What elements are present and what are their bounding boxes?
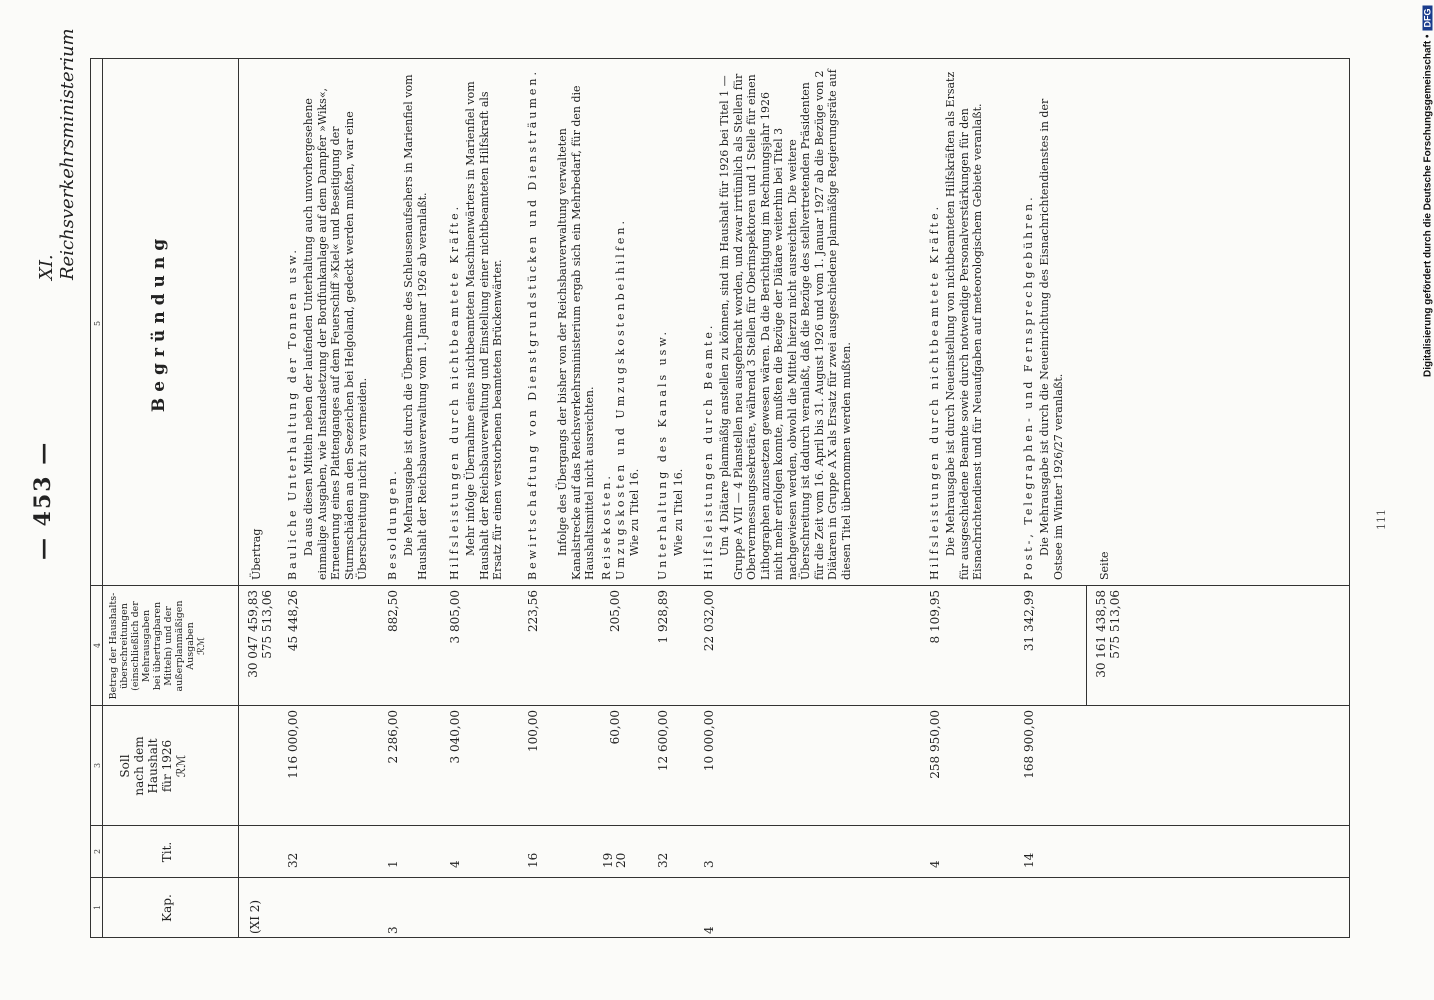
row-betrag: 8 109,95 (928, 590, 942, 644)
row-betrag: 31 342,99 (1022, 590, 1036, 652)
row-heading: Hilfsleistungen durch Beamte. (702, 322, 715, 580)
row-heading: Bewirtschaftung von Dienstgrundstücken und Diensträumen. (526, 69, 539, 580)
running-title: XI. Reichsverkehrsministerium (36, 28, 78, 280)
row-text: Wie zu Titel 16. (672, 468, 685, 556)
row-text: Die Mehrausgabe ist durch die Übernahme des Schleusenaufsehers in Marienfiel vom Haushalt der Reichsbauverwaltung vom 1. Januar 1926 ab veranlaßt. (402, 74, 429, 580)
row-tit: 4 (928, 860, 942, 868)
row-soll: 116 000,00 (286, 710, 300, 779)
header-begruendung: Begründung (149, 232, 169, 413)
row-tit: 1 (386, 860, 400, 868)
row-tit: 4 (448, 860, 462, 868)
budget-table (90, 58, 1350, 938)
column-number: 5 (93, 320, 102, 326)
row-heading: Hilfsleistungen durch nichtbeamtete Kräfte. (928, 203, 941, 580)
row-tit: 16 (526, 852, 540, 868)
column-number-rule (102, 58, 103, 938)
row-betrag-total: 30 161 438,58 575 513,06 (1094, 590, 1122, 678)
col-rule-4 (90, 585, 1350, 586)
row-kap: (XI 2) (248, 899, 262, 934)
sum-rule (1086, 586, 1087, 706)
row-betrag: 223,56 (526, 590, 540, 632)
row-soll: 12 600,00 (656, 710, 670, 772)
table-top-rule (90, 58, 91, 938)
row-betrag: 882,50 (386, 590, 400, 632)
column-number: 4 (93, 642, 102, 648)
row-soll: 258 950,00 (928, 710, 942, 779)
row-tit: 19 20 (601, 852, 628, 868)
row-heading: Unterhaltung des Kanals usw. (656, 329, 669, 580)
header-kap: Kap. (160, 894, 174, 922)
row-tit: 32 (286, 852, 300, 868)
table-right-rule (90, 58, 1350, 59)
funding-note: Digitalisierung gefördert durch die Deutsche Forschungsgemeinschaft • (1422, 34, 1434, 377)
row-text: Die Mehrausgabe ist durch die Neueinrichtung des Eisnachrichtendienstes in der Ostsee im Winter 1926/27 veranlaßt. (1038, 98, 1065, 580)
row-betrag: 22 032,00 (702, 590, 716, 652)
header-tit: Tit. (160, 841, 174, 863)
row-heading: Bauliche Unterhaltung der Tonnen usw. (286, 247, 299, 580)
row-betrag: 205,00 (608, 590, 622, 632)
row-soll: 3 040,00 (448, 710, 462, 764)
row-soll: 100,00 (526, 710, 540, 752)
row-heading: Post-, Telegraphen- und Fernsprechgebühren. (1022, 194, 1035, 580)
row-betrag: 45 448,26 (286, 590, 300, 652)
row-tit: 32 (656, 852, 670, 868)
row-soll: 60,00 (608, 710, 622, 745)
column-number: 3 (93, 762, 102, 768)
row-tit: 3 (702, 860, 716, 868)
dfg-logo: DFG (1423, 6, 1433, 31)
column-number: 2 (93, 848, 102, 854)
row-heading: Besoldungen. (386, 468, 399, 580)
header-rule (238, 58, 239, 938)
col-rule-3 (90, 705, 1350, 706)
row-heading: Seite (1098, 551, 1111, 580)
table-left-rule (90, 937, 1350, 938)
row-kap: 4 (702, 926, 716, 934)
table-bottom-rule (1349, 58, 1350, 938)
row-text: Wie zu Titel 16. (628, 468, 641, 556)
row-text: Die Mehrausgabe ist durch Neueinstellung von nichtbeamteten Hilfskräften als Ersatz für ausgeschiedene Beamte sowie durch notwendige Personalverstärkungen für den Eisnachrichtendienst und für Neuaufgaben auf meteorologischem Gebiete veranlaßt. (944, 71, 984, 580)
row-text: Da aus diesen Mitteln neben der laufenden Unterhaltung auch unvorhergesehene einmalige Ausgaben, wie Instandsetzung der Bordfunkanlage auf dem Dampfer »Wiks«, Erneuerung eines Plattenganges auf dem Feuerschiff »Kiel« und Beseitigung der Sturmschäden an den Seezeichen bei Helgoland, gedeckt werden mußten, war eine Überschreitung nicht zu vermeiden. (302, 87, 369, 580)
row-betrag: 1 928,89 (656, 590, 670, 644)
column-number: 1 (93, 904, 102, 910)
row-text: Mehr infolge Übernahme eines nichtbeamteten Maschinenwärters in Marienfiel vom Haushalt der Reichsbauverwaltung und Einstellung einer nichtbeamteten Hilfskraft als Ersatz für einen verstorbenen beamteten Brückenwärter. (464, 81, 504, 580)
row-soll: 2 286,00 (386, 710, 400, 764)
row-heading: Übertrag (250, 528, 263, 580)
row-soll: 10 000,00 (702, 710, 716, 772)
row-betrag: 30 047 459,83 575 513,06 (246, 590, 274, 678)
row-betrag: 3 805,00 (448, 590, 462, 644)
header-betrag: Betrag der Haushalts- überschreitungen (einschließlich der Mehrausgaben bei übertragbaren Mitteln) und der außerplanmäßigen Ausgaben ℛℳ (108, 592, 207, 700)
footer-mark: 111 (1375, 509, 1388, 530)
row-heading: Hilfsleistungen durch nichtbeamtete Kräfte. (448, 203, 461, 580)
row-text: Um 4 Diätare planmäßig anstellen zu können, sind im Haushalt für 1926 bei Titel 1 — Gruppe A VII — 4 Planstellen neu ausgebracht worden, und zwar irrtümlich als Stellen für Obervermessungssekretäre, während 3 Stellen für Oberinspektoren und 1 Stelle für einen Lithographen anzusetzen gewesen wären. Da die Berichtigung im Rechnungsjahr 1926 nicht mehr erfolgen konnte, mußten die Bezüge der Diätare weiterhin bei Titel 3 nachgewiesen werden, obwohl die Mittel hierzu nicht ausreichten. Die weitere Überschreitung ist dadurch veranlaßt, daß die Bezüge des stellvertretenden Präsidenten für die Zeit vom 16. April bis 31. August 1926 und vom 1. Januar 1927 ab die Bezüge von 2 Diätaren in Gruppe A X als Ersatz für zwei ausgeschiedene planmäßige Regierungsräte auf diesen Titel übernommen werden mußten. (718, 69, 853, 580)
col-rule-1 (90, 877, 1350, 878)
row-text: Infolge des Übergangs der bisher von der Reichsbauverwaltung verwalteten Kanalstrecke auf das Reichsverkehrsministerium ergab sich ein Mehrbedarf, für den die Haushaltsmittel nicht ausreichten. (556, 85, 596, 580)
page-number: — 453 — (30, 440, 56, 560)
row-soll: 168 900,00 (1022, 710, 1036, 779)
row-heading: Reisekosten. Umzugskosten und Umzugskostenbeihilfen. (600, 218, 627, 580)
funding-sidebar (1418, 10, 1432, 990)
header-soll: Soll nach dem Haushalt für 1926 ℛℳ (118, 736, 188, 796)
col-rule-2 (90, 825, 1350, 826)
row-tit: 14 (1022, 852, 1036, 868)
row-kap: 3 (386, 926, 400, 934)
